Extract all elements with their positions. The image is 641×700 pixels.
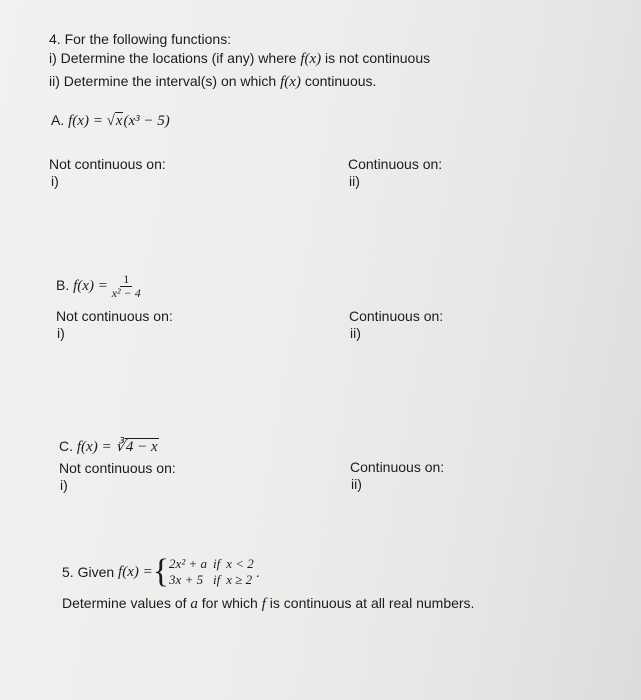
q5-det-mid: for which bbox=[201, 595, 258, 611]
partA-sqrt-symbol: √ bbox=[106, 113, 115, 129]
q5-case2-cond: x ≥ 2 bbox=[226, 572, 253, 587]
q5-given bbox=[62, 552, 260, 592]
partB-label: B. bbox=[56, 277, 70, 294]
q5-case-row bbox=[169, 556, 260, 572]
partA-marker-ii: ii) bbox=[349, 173, 360, 189]
partB-numerator: 1 bbox=[120, 273, 132, 287]
partA-lhs: f(x) = bbox=[68, 113, 107, 129]
q5-instruction bbox=[62, 595, 474, 613]
partA-not-continuous-label: Not continuous on: bbox=[49, 156, 166, 172]
q5-det-start: Determine values of bbox=[62, 595, 187, 611]
q5-var-a: a bbox=[190, 596, 198, 612]
partA-label: A. bbox=[51, 112, 65, 128]
q5-case1-if: if bbox=[213, 556, 221, 571]
q4-ii-end: continuous. bbox=[304, 73, 377, 89]
q4-i-text: i) Determine the locations (if any) where bbox=[49, 50, 297, 66]
partC-radicand: 4 − x bbox=[125, 439, 158, 455]
partC-lhs: f(x) = bbox=[76, 439, 116, 455]
q5-case2-expr: 3x + 5 bbox=[169, 572, 204, 587]
partB-marker-ii: ii) bbox=[350, 325, 361, 341]
partC-continuous-label: Continuous on: bbox=[350, 459, 445, 475]
partA-rest: (x³ − 5) bbox=[123, 113, 170, 129]
partC-label: C. bbox=[59, 438, 73, 454]
q4-ii-text: ii) Determine the interval(s) on which bbox=[49, 73, 277, 89]
partB-not-continuous-label: Not continuous on: bbox=[56, 308, 173, 324]
partB-marker-i: i) bbox=[57, 325, 65, 341]
partC-not-continuous-label: Not continuous on: bbox=[59, 460, 176, 476]
q4-ii-fx: f(x) bbox=[280, 74, 301, 90]
q4-i-fx: f(x) bbox=[300, 51, 322, 67]
q4-instruction-ii bbox=[49, 73, 376, 91]
partB-fraction bbox=[112, 273, 141, 300]
q4-i-end: is not continuous bbox=[325, 50, 431, 66]
partB-continuous-label: Continuous on: bbox=[349, 308, 444, 324]
partB-lhs: f(x) = bbox=[73, 278, 108, 295]
partA-continuous-label: Continuous on: bbox=[348, 156, 443, 172]
q5-det-end: is continuous at all real numbers. bbox=[269, 595, 475, 611]
q4-instruction-i bbox=[49, 50, 430, 68]
q5-case1-cond: x < 2 bbox=[226, 556, 254, 571]
q5-case1-expr: 2x² + a bbox=[169, 556, 207, 571]
q5-piecewise-cases bbox=[169, 556, 260, 588]
q5-case2-if: if bbox=[213, 572, 221, 587]
q5-var-f: f bbox=[261, 596, 266, 612]
q5-period: . bbox=[255, 564, 260, 580]
partC-root-symbol: ∛ bbox=[115, 439, 125, 455]
partA-marker-i: i) bbox=[51, 173, 59, 189]
partC-marker-ii: ii) bbox=[351, 476, 362, 492]
partA-radicand: x bbox=[115, 113, 123, 129]
q5-lhs: f(x) = bbox=[118, 563, 153, 580]
partA-function bbox=[51, 112, 170, 130]
q5-case-row bbox=[169, 572, 260, 588]
partC-marker-i: i) bbox=[60, 477, 68, 493]
partC-function bbox=[59, 437, 159, 456]
q5-given-label: 5. Given bbox=[62, 564, 115, 580]
partB-function bbox=[56, 273, 141, 300]
q5-brace: { bbox=[152, 553, 170, 590]
q4-title: 4. For the following functions: bbox=[49, 31, 232, 47]
partB-denominator: x² − 4 bbox=[111, 286, 141, 300]
